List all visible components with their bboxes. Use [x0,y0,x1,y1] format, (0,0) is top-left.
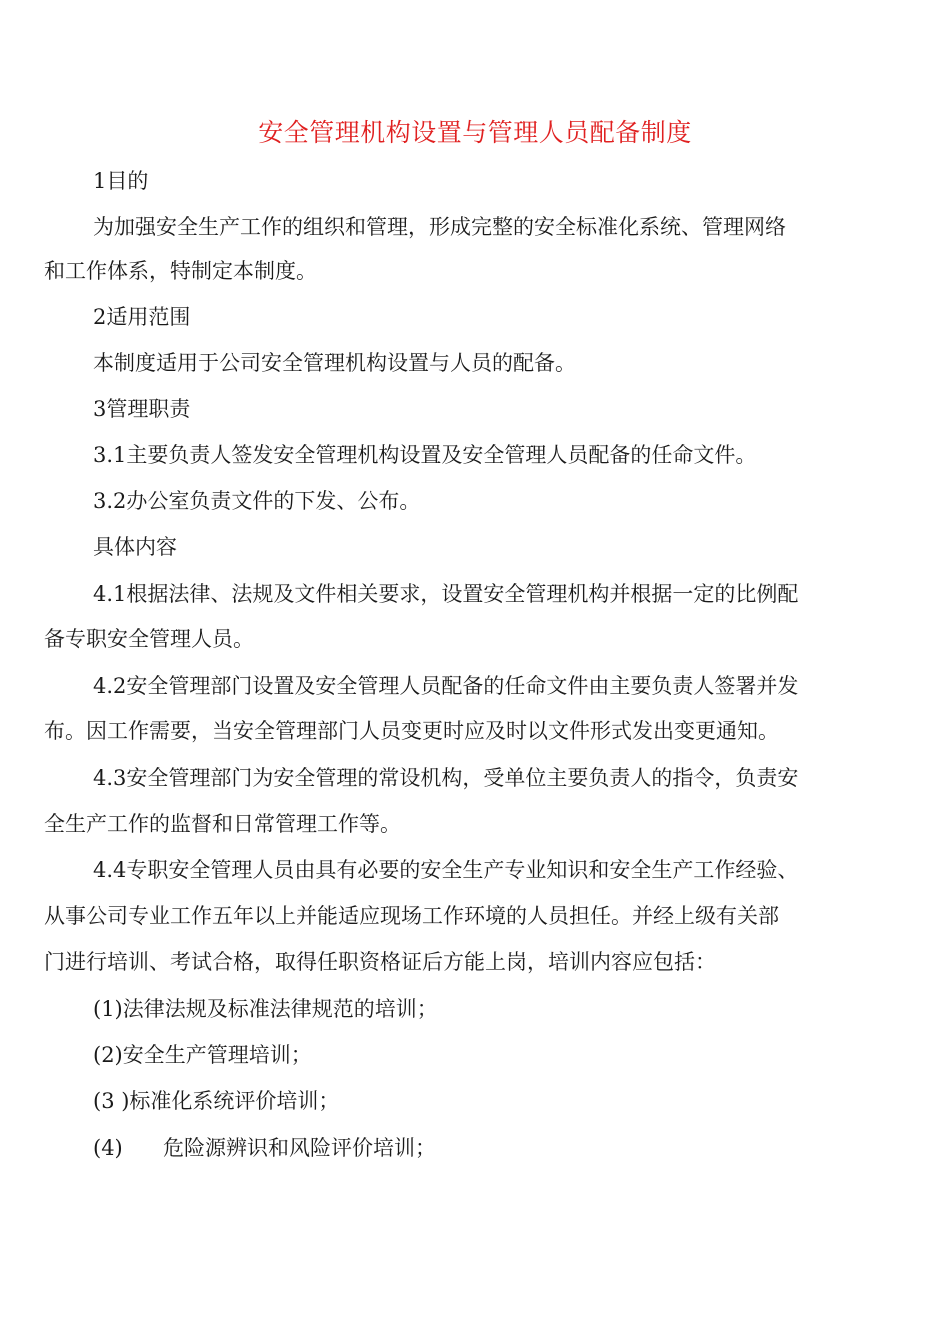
section-1-paragraph-line-1: 为加强安全生产工作的组织和管理，形成完整的安全标准化系统、管理网络 [93,215,786,239]
section-4-3-line-2: 全生产工作的监督和日常管理工作等。 [44,812,401,836]
section-2-heading: 2适用范围 [93,305,191,329]
section-4-4-line-3: 门进行培训、考试合格，取得任职资格证后方能上岗，培训内容应包括： [44,950,716,974]
section-3-1-paragraph: 3.1主要负责人签发安全管理机构设置及安全管理人员配备的任命文件。 [93,443,757,467]
section-4-2-line-1: 4.2安全管理部门设置及安全管理人员配备的任命文件由主要负责人签署并发 [93,674,799,698]
training-item-4 [93,1133,436,1163]
section-4-2-line-2: 布。因工作需要，当安全管理部门人员变更时应及时以文件形式发出变更通知。 [44,719,779,743]
training-item-1: (1)法律法规及标准法律规范的培训； [93,997,438,1021]
section-4-3-line-1: 4.3安全管理部门为安全管理的常设机构，受单位主要负责人的指令，负责安 [93,766,799,790]
section-1-heading: 1目的 [93,169,149,193]
training-item-3: (3 )标准化系统评价培训； [93,1089,340,1113]
document-title: 安全管理机构设置与管理人员配备制度 [258,118,692,147]
section-3-2-paragraph: 3.2办公室负责文件的下发、公布。 [93,489,421,513]
section-1-paragraph-line-2: 和工作体系，特制定本制度。 [44,259,317,283]
section-4-heading: 具体内容 [93,535,177,559]
section-3-heading: 3管理职责 [93,397,191,421]
section-4-1-line-1: 4.1根据法律、法规及文件相关要求，设置安全管理机构并根据一定的比例配 [93,582,799,606]
section-4-4-line-2: 从事公司专业工作五年以上并能适应现场工作环境的人员担任。并经上级有关部 [44,904,779,928]
training-item-4-text: 危险源辨识和风险评价培训； [163,1136,436,1160]
training-item-2: (2)安全生产管理培训； [93,1043,312,1067]
section-2-paragraph: 本制度适用于公司安全管理机构设置与人员的配备。 [93,351,576,375]
training-item-4-number: (4) [93,1136,123,1160]
section-4-4-line-1: 4.4专职安全管理人员由具有必要的安全生产专业知识和安全生产工作经验、 [93,858,799,882]
section-4-1-line-2: 备专职安全管理人员。 [44,627,254,651]
